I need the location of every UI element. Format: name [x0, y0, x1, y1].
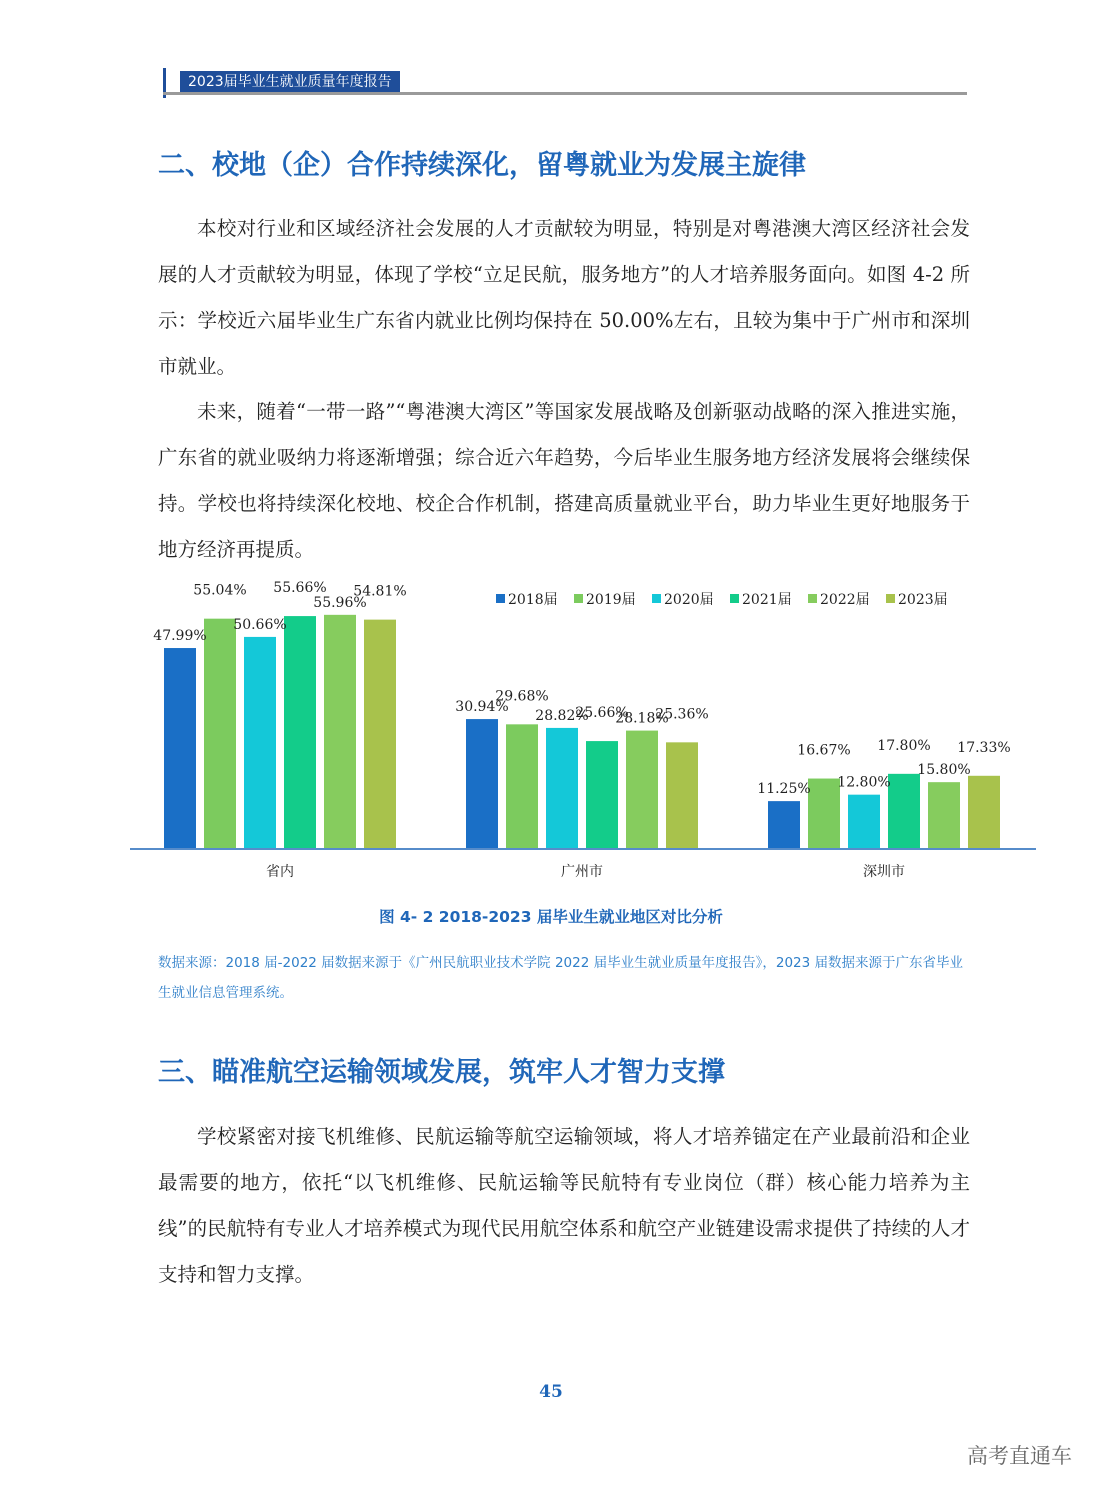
data-label-深圳市-2023届: 17.33% [957, 739, 1011, 756]
legend-label-2023届: 2023届 [898, 592, 948, 608]
data-label-广州市-2018届: 30.94% [455, 699, 509, 716]
legend-label-2021届: 2021届 [742, 592, 792, 608]
chart-bars [164, 615, 1000, 848]
bar-省内-2023届 [364, 620, 396, 848]
section-heading-3: 三、瞄准航空运输领域发展，筑牢人才智力支撑 [158, 1057, 725, 1088]
data-label-深圳市-2022届: 15.80% [917, 762, 971, 779]
bar-省内-2021届 [284, 616, 316, 848]
bar-广州市-2021届 [586, 741, 618, 848]
data-label-广州市-2020届: 28.82% [535, 707, 589, 724]
employment-region-bar-chart [128, 578, 1040, 890]
data-label-省内-2020届: 50.66% [233, 616, 287, 633]
bar-广州市-2018届 [466, 719, 498, 848]
legend-swatch-2019届 [574, 594, 583, 603]
header-rule [163, 92, 967, 95]
section2-paragraph-2: 未来，随着“一带一路”“粤港澳大湾区”等国家发展战略及创新驱动战略的深入推进实施，广东省的就业吸纳力将逐渐增强；综合近六年趋势，今后毕业生服务地方经济发展将会继续保持。学校也将持续深化校地、校企合作机制，搭建高质量就业平台，助力毕业生更好地服务于地方经济再提质。 [158, 400, 970, 561]
data-label-广州市-2019届: 29.68% [495, 688, 549, 705]
legend-label-2019届: 2019届 [586, 592, 636, 608]
chart-data-labels [153, 580, 1010, 797]
bar-省内-2022届 [324, 615, 356, 848]
figure-caption: 图 4- 2 2018-2023 届毕业生就业地区对比分析 [379, 908, 723, 926]
data-label-深圳市-2021届: 17.80% [877, 737, 931, 754]
bar-广州市-2022届 [626, 731, 658, 848]
data-label-省内-2021届: 55.66% [273, 580, 327, 597]
bar-深圳市-2021届 [888, 774, 920, 848]
legend-label-2018届: 2018届 [508, 592, 558, 608]
data-source-note: 数据来源：2018 届-2022 届数据来源于《广州民航职业技术学院 2022 届毕业生就业质量年度报告》，2023 届数据来源于广东省毕业生就业信息管理系统。 [158, 955, 964, 1001]
legend-swatch-2021届 [730, 594, 739, 603]
data-label-省内-2018届: 47.99% [153, 628, 207, 645]
bar-深圳市-2023届 [968, 776, 1000, 848]
page-number: 45 [539, 1382, 563, 1402]
data-label-省内-2022届: 55.96% [313, 594, 367, 611]
section2-paragraph-1: 本校对行业和区域经济社会发展的人才贡献较为明显，特别是对粤港澳大湾区经济社会发展的人才贡献较为明显，体现了学校“立足民航，服务地方”的人才培养服务面向。如图 4-2 所示：学校近六届毕业生广东省内就业比例均保持在 50.00%左右，且较为集中于广州市和深圳市就业。 [158, 217, 970, 378]
bar-深圳市-2020届 [848, 795, 880, 848]
bar-深圳市-2022届 [928, 782, 960, 848]
bar-省内-2019届 [204, 619, 236, 848]
legend-swatch-2022届 [808, 594, 817, 603]
section3-paragraph-1: 学校紧密对接飞机维修、民航运输等航空运输领域，将人才培养锚定在产业最前沿和企业最需要的地方，依托“以飞机维修、民航运输等民航特有专业岗位（群）核心能力培养为主线”的民航特有专业人才培养模式为现代民用航空体系和航空产业链建设需求提供了持续的人才支持和智力支撑。 [158, 1125, 970, 1286]
bar-深圳市-2019届 [808, 779, 840, 848]
legend-swatch-2020届 [652, 594, 661, 603]
data-label-深圳市-2020届: 12.80% [837, 774, 891, 791]
data-label-深圳市-2018届: 11.25% [757, 781, 811, 798]
bar-省内-2018届 [164, 648, 196, 848]
data-label-省内-2019届: 55.04% [193, 582, 247, 599]
category-label-广州市: 广州市 [561, 864, 603, 880]
section-heading-2: 二、校地（企）合作持续深化，留粤就业为发展主旋律 [158, 150, 806, 181]
data-label-广州市-2023届: 25.36% [655, 706, 709, 723]
category-label-省内: 省内 [266, 864, 294, 880]
legend-swatch-2023届 [886, 594, 895, 603]
bar-省内-2020届 [244, 637, 276, 848]
legend-swatch-2018届 [496, 594, 505, 603]
watermark-text: 高考直通车 [967, 1444, 1072, 1468]
bar-广州市-2020届 [546, 728, 578, 848]
data-label-深圳市-2019届: 16.67% [797, 742, 851, 759]
category-label-深圳市: 深圳市 [863, 864, 905, 880]
legend-label-2022届: 2022届 [820, 592, 870, 608]
report-header-title: 2023届毕业生就业质量年度报告 [180, 71, 400, 93]
chart-legend [496, 592, 948, 608]
legend-label-2020届: 2020届 [664, 592, 714, 608]
bar-深圳市-2018届 [768, 801, 800, 848]
category-labels [266, 863, 905, 880]
data-label-广州市-2021届: 25.66% [575, 705, 629, 722]
data-label-省内-2023届: 54.81% [353, 583, 407, 600]
bar-广州市-2019届 [506, 724, 538, 848]
bar-广州市-2023届 [666, 742, 698, 848]
data-label-广州市-2022届: 28.18% [615, 710, 669, 727]
